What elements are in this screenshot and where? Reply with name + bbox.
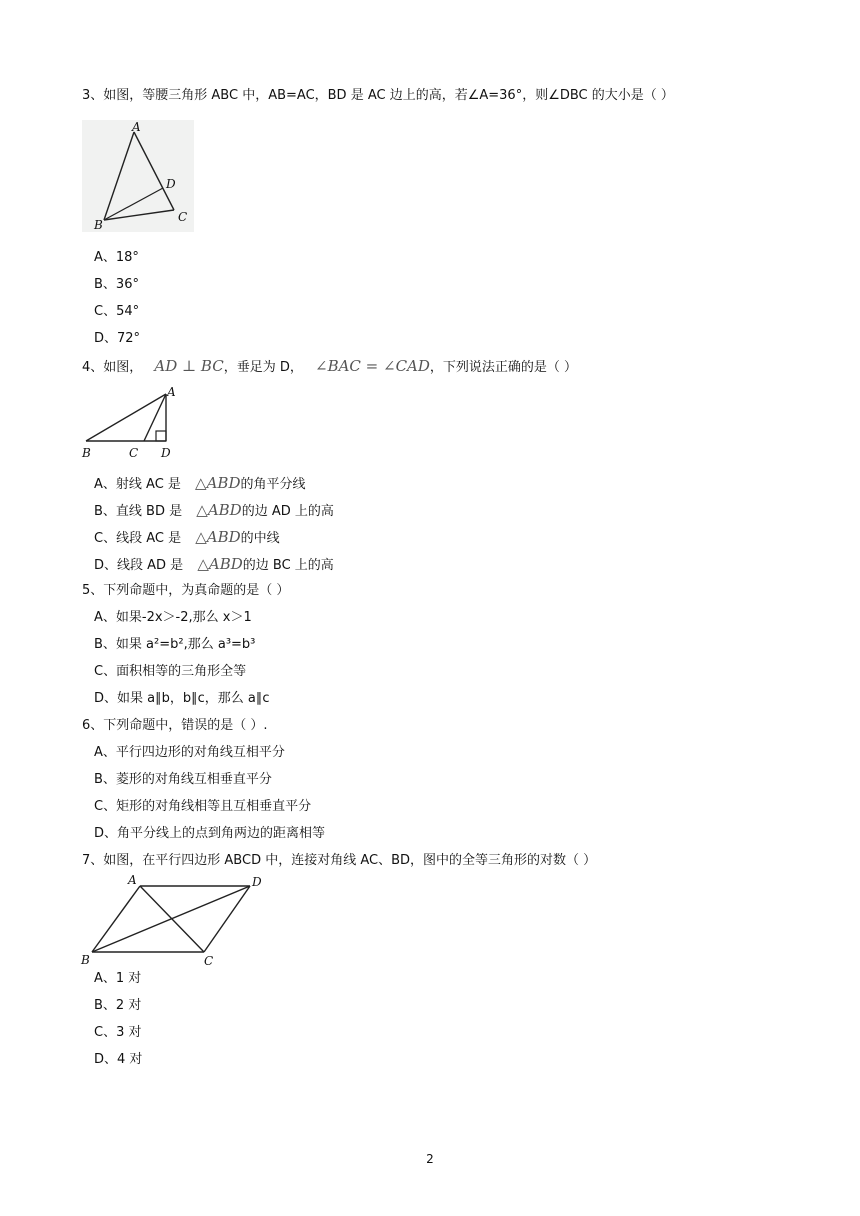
triangle-name: ABD [208,555,243,573]
q4-stem-part2: ，垂足为 D， [223,360,303,375]
q4-label-c: C [129,446,139,460]
triangle-name: ABD [206,528,241,546]
triangle-symbol: △ [196,501,208,519]
q4-label-a: A [167,385,176,399]
q4-math-perpendicular: AD ⊥ BC [154,357,224,375]
q7-stem: 7、如图，在平行四边形 ABCD 中，连接对角线 AC、BD，图中的全等三角形的对数（ ） [82,853,597,868]
q4-right-triangle-figure [80,385,180,463]
q6-option-b: B、菱形的对角线互相垂直平分 [94,772,272,787]
q3-label-c: C [178,210,188,224]
q3-label-d: D [166,177,176,191]
q4-option-d [94,555,334,575]
q3-label-b: B [94,218,103,232]
q3-stem: 3、如图，等腰三角形 ABC 中，AB=AC，BD 是 AC 边上的高，若∠A=36°，则∠DBC 的大小是（ ） [82,88,674,103]
q7-label-b: B [81,953,90,967]
q4-option-b-prefix: B、直线 BD 是 [94,504,183,519]
triangle-symbol: △ [195,528,207,546]
q4-option-c-suffix: 的中线 [240,531,280,546]
q4-option-a-prefix: A、射线 AC 是 [94,477,181,492]
q7-option-a: A、1 对 [94,971,142,986]
q4-option-d-prefix: D、线段 AD 是 [94,558,184,573]
q6-option-d: D、角平分线上的点到角两边的距离相等 [94,826,326,841]
triangle-name: ABD [207,501,242,519]
q4-option-c-prefix: C、线段 AC 是 [94,531,182,546]
q7-label-c: C [204,954,214,968]
q4-option-b-suffix: 的边 AD 上的高 [241,504,334,519]
q4-option-a-suffix: 的角平分线 [240,477,306,492]
q4-stem-part1: 4、如图， [82,360,143,375]
q6-option-a: A、平行四边形的对角线互相平分 [94,745,285,760]
q3-option-c: C、54° [94,304,140,319]
q4-option-a [94,474,306,494]
q7-option-b: B、2 对 [94,998,142,1013]
q4-label-b: B [82,446,91,460]
q4-label-d: D [161,446,171,460]
q7-label-a: A [128,873,137,887]
q5-option-a: A、如果-2x＞-2,那么 x＞1 [94,610,252,625]
page-number: 2 [426,1152,434,1166]
q4-stem [82,357,577,377]
q7-parallelogram-figure [78,872,270,968]
q3-triangle-figure [82,120,197,235]
triangle-symbol: △ [197,555,209,573]
q5-option-b: B、如果 a²=b²,那么 a³=b³ [94,637,256,652]
q4-option-b [94,501,334,521]
triangle-symbol: △ [195,474,207,492]
q4-option-d-suffix: 的边 BC 上的高 [242,558,334,573]
q5-stem: 5、下列命题中，为真命题的是（ ） [82,583,290,598]
q3-option-d: D、72° [94,331,141,346]
q4-option-c [94,528,280,548]
q7-option-d: D、4 对 [94,1052,143,1067]
q3-label-a: A [132,120,141,134]
q3-option-b: B、36° [94,277,139,292]
q6-stem: 6、下列命题中，错误的是（ ）. [82,718,268,733]
q4-math-angles: ∠BAC = ∠CAD [315,357,430,375]
q5-option-d: D、如果 a∥b，b∥c，那么 a∥c [94,691,270,706]
triangle-name: ABD [206,474,241,492]
q7-option-c: C、3 对 [94,1025,142,1040]
q6-option-c: C、矩形的对角线相等且互相垂直平分 [94,799,312,814]
q4-stem-part3: ，下列说法正确的是（ ） [429,360,578,375]
q7-label-d: D [252,875,262,889]
q3-option-a: A、18° [94,250,139,265]
q5-option-c: C、面积相等的三角形全等 [94,664,247,679]
